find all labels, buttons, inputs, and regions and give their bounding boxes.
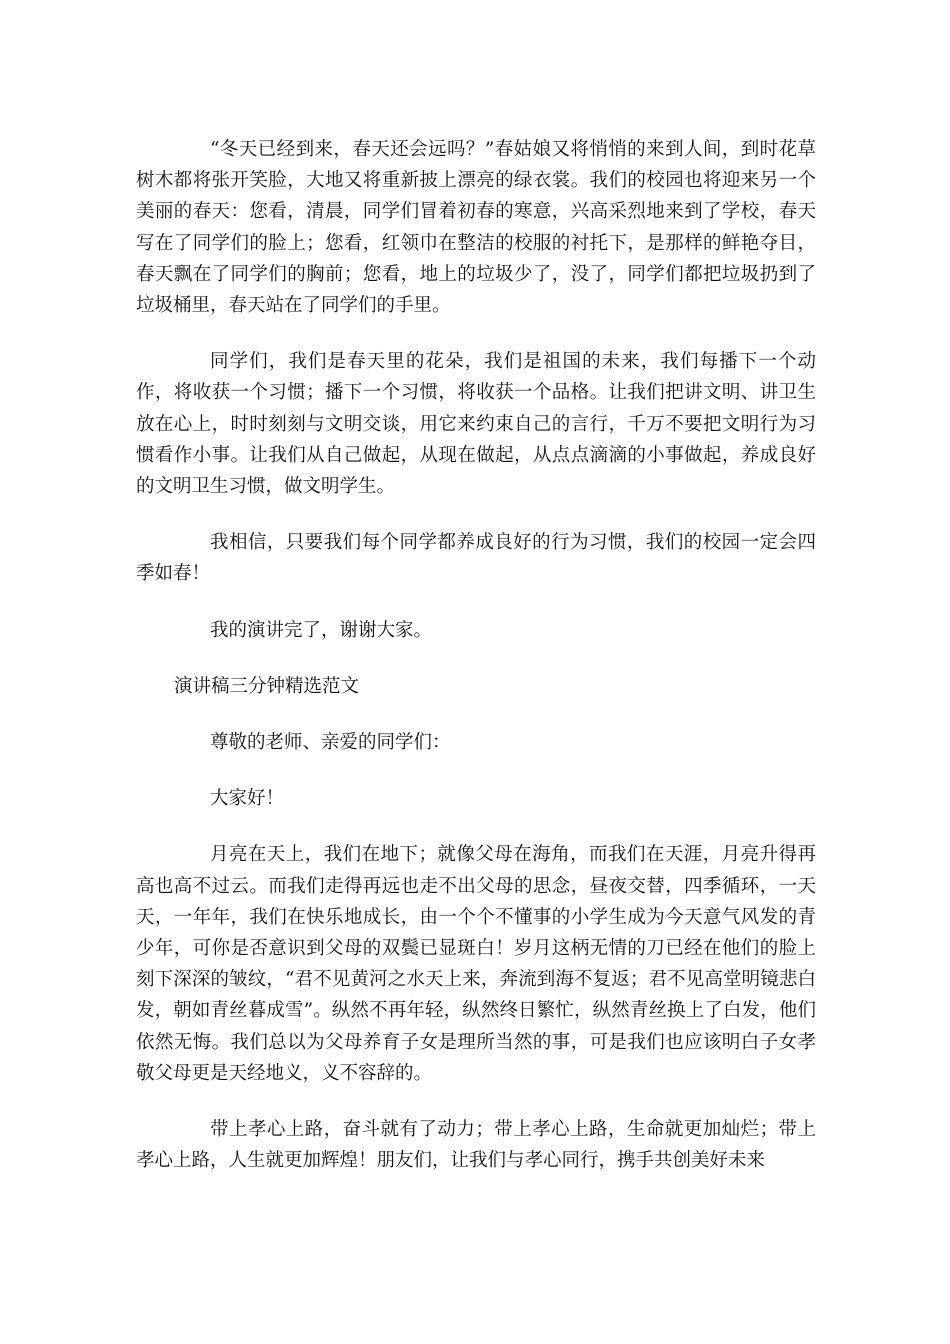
paragraph-closing: 我的演讲完了，谢谢大家。 [210,619,433,641]
greeting: 大家好！ [210,788,285,810]
paragraph-filial: 带上孝心上路，奋斗就有了动力；带上孝心上路，生命就更加灿烂；带上孝心上路，人生就更加辉煌！朋友们，让我们与孝心同行，携手共创美好未来 [136,1119,816,1172]
paragraph-moon: 月亮在天上，我们在地下；就像父母在海角，而我们在天涯，月亮升得再高也高不过云。而我们走得再远也走不出父母的思念，昼夜交替，四季循环，一天天，一年年，我们在快乐地成长，由一个个不懂事的小学生成为今天意气风发的青少年，可你是否意识到父母的双鬓已显斑白！岁月这柄无情的刀已经在他们的脸上刻下深深的皱纹，“君不见黄河之水天上来，奔流到海不复返；君不见高堂明镜悲白发，朝如青丝暮成雪”。纵然不再年轻，纵然终日繁忙，纵然青丝换上了白发，他们依然无悔。我们总以为父母养育子女是理所当然的事，可是我们也应该明白子女孝敬父母更是天经地义，义不容辞的。 [136,844,816,1084]
paragraph-belief: 我相信，只要我们每个同学都养成良好的行为习惯，我们的校园一定会四季如春！ [136,532,816,585]
document-body [136,134,816,1201]
paragraph-habits: 同学们，我们是春天里的花朵，我们是祖国的未来，我们每播下一个动作，将收获一个习惯；播下一个习惯，将收获一个品格。让我们把讲文明、讲卫生放在心上，时时刻刻与文明交谈，用它来约束自己的言行，千万不要把文明行为习惯看作小事。让我们从自己做起，从现在做起，从点点滴滴的小事做起，养成良好的文明卫生习惯，做文明学生。 [136,351,816,498]
section-heading: 演讲稿三分钟精选范文 [174,675,360,697]
paragraph-spring: “冬天已经到来，春天还会远吗？”春姑娘又将悄悄的来到人间，到时花草树木都将张开笑脸，大地又将重新披上漂亮的绿衣裳。我们的校园也将迎来另一个美丽的春天：您看，清晨，同学们冒着初春的寒意，兴高采烈地来到了学校，春天写在了同学们的脸上；您看，红领巾在整洁的校服的衬托下，是那样的鲜艳夺目，春天飘在了同学们的胸前；您看，地上的垃圾少了，没了，同学们都把垃圾扔到了垃圾桶里，春天站在了同学们的手里。 [136,139,816,317]
salutation: 尊敬的老师、亲爱的同学们： [210,732,451,754]
